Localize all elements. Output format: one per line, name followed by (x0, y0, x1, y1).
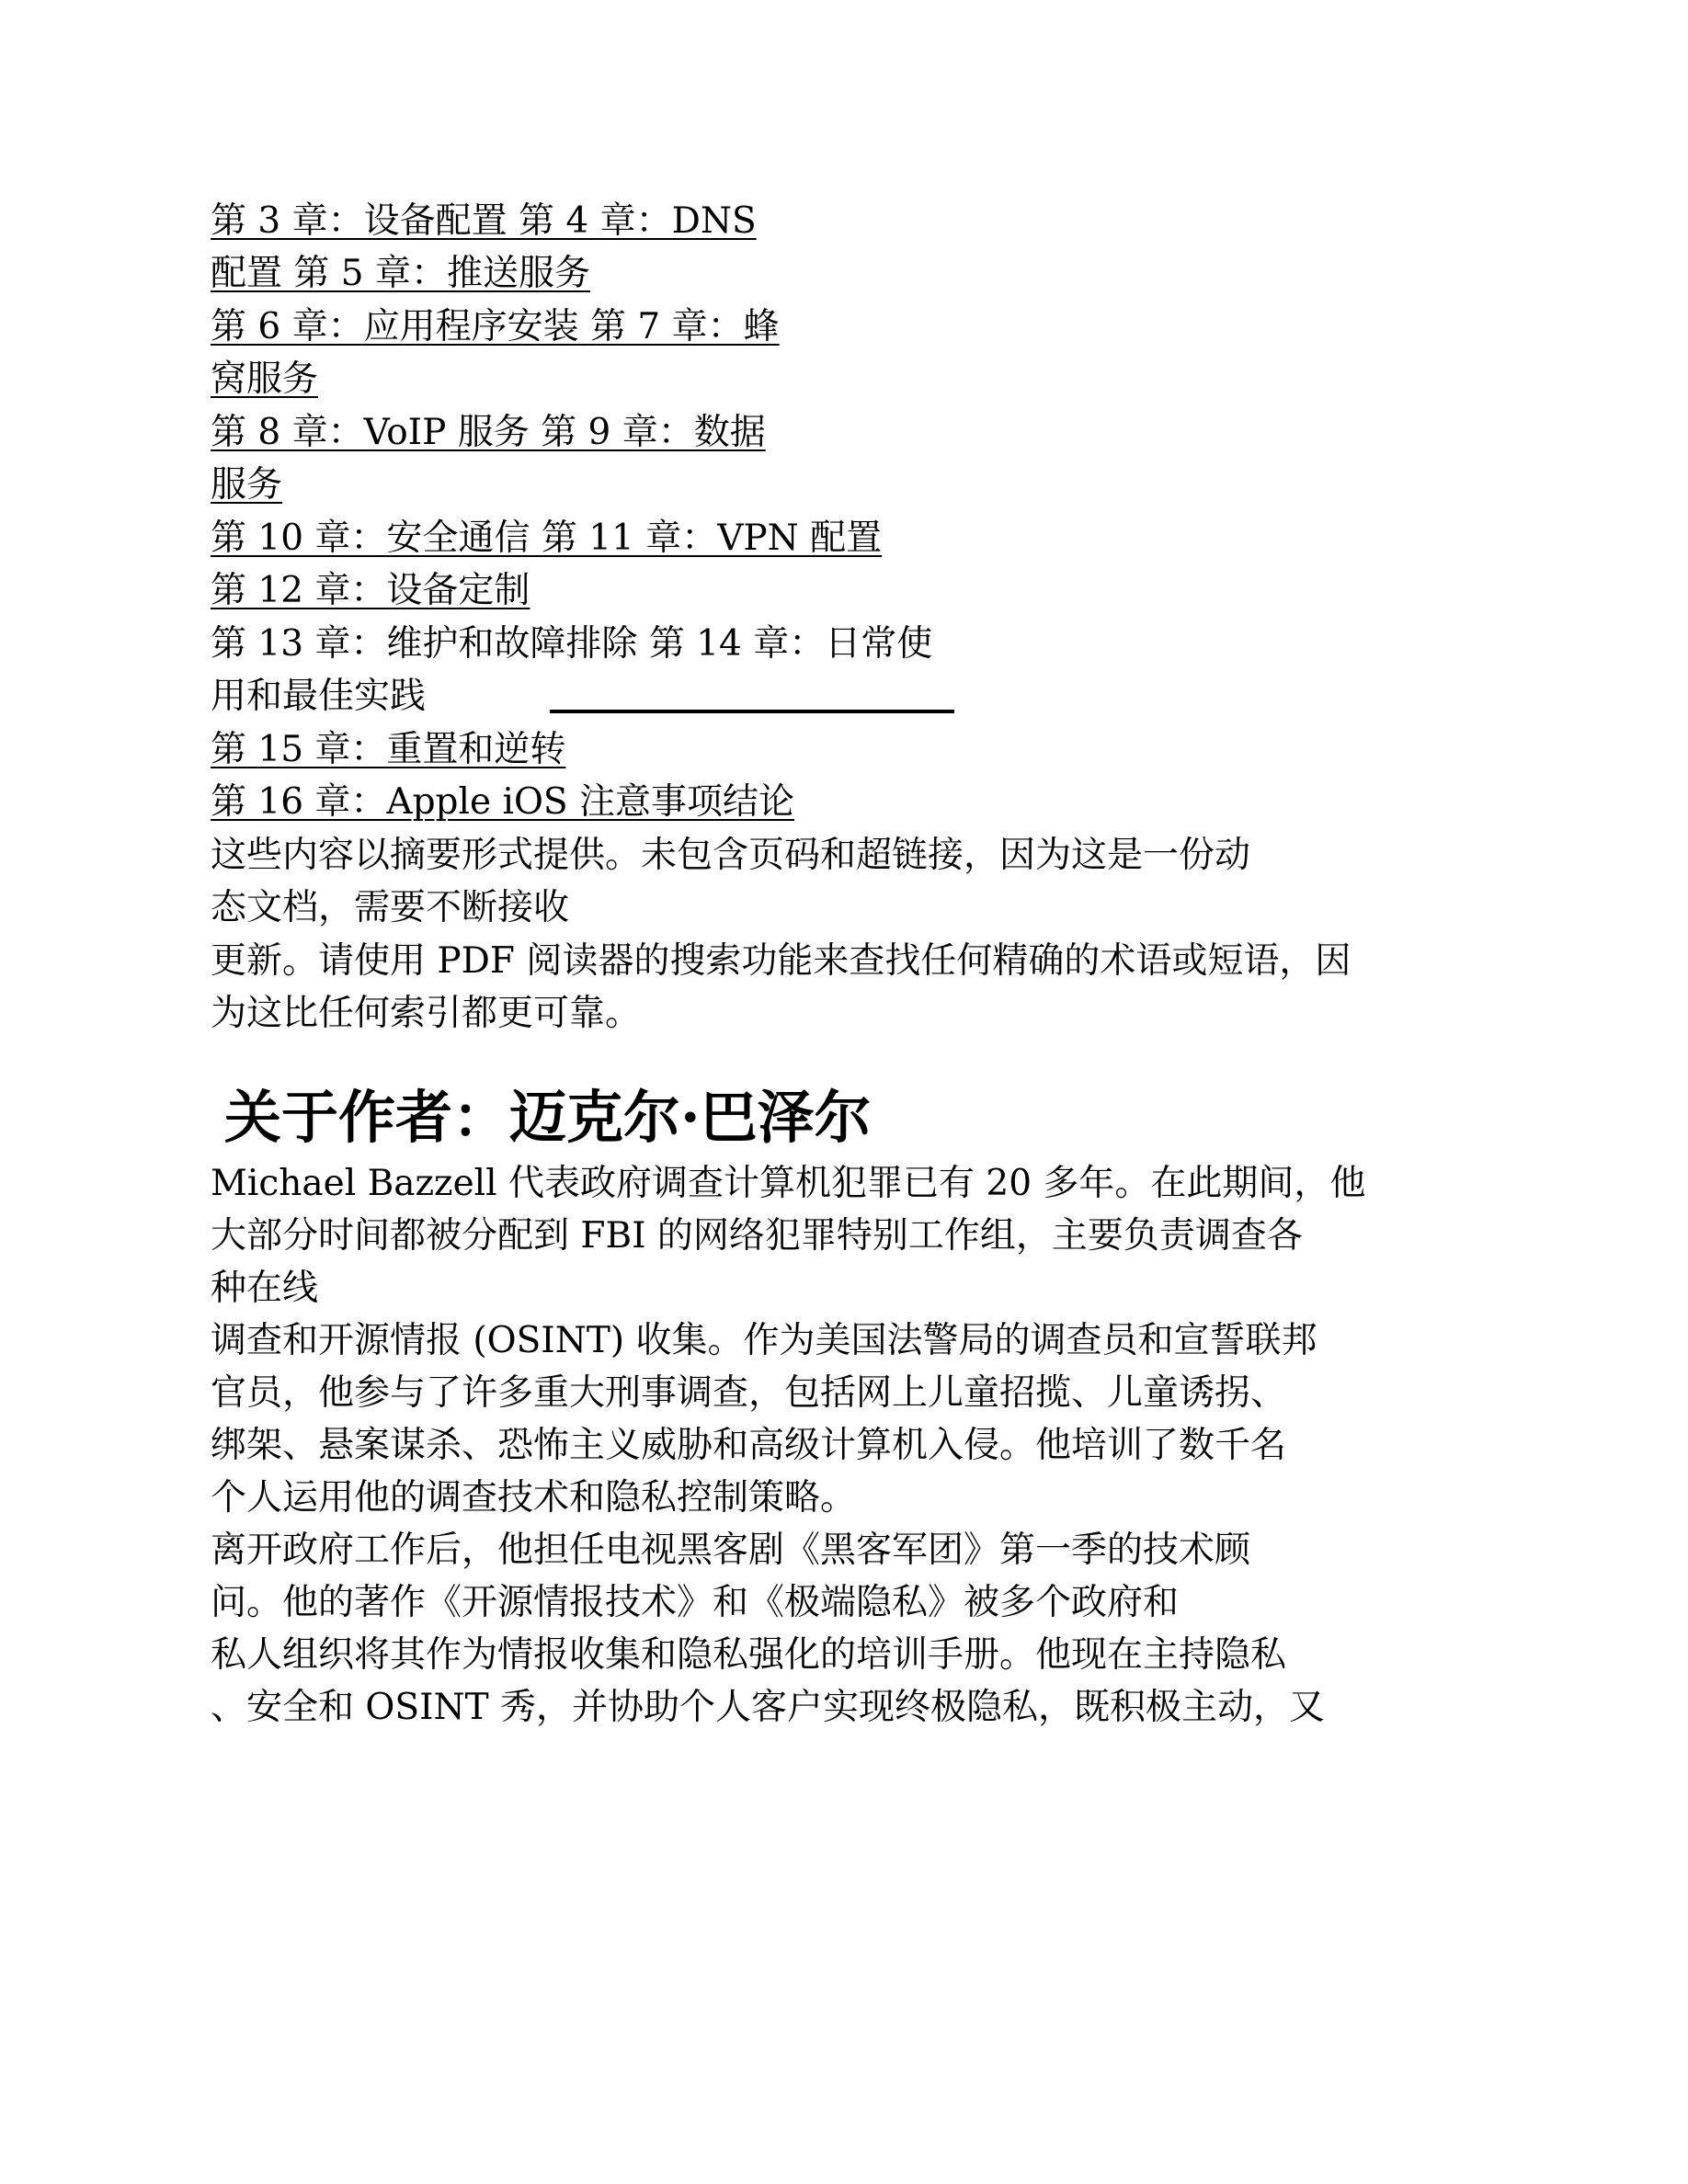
about-line-1: Michael Bazzell 代表政府调查计算机犯罪已有 20 多年。在此期间，他 (211, 1163, 1366, 1204)
intro-line-2: 态文档，需要不断接收 (211, 887, 570, 928)
toc-line-ch7-cont[interactable]: 窝服务 (211, 358, 319, 400)
about-line-7: 个人运用他的调查技术和隐私控制策略。 (211, 1477, 857, 1519)
about-line-6: 绑架、悬案谋杀、恐怖主义威胁和高级计算机入侵。他培训了数千名 (211, 1425, 1287, 1466)
about-line-8: 离开政府工作后，他担任电视黑客剧《黑客军团》第一季的技术顾 (211, 1530, 1251, 1571)
about-line-11: 、安全和 OSINT 秀，并协助个人客户实现终极隐私，既积极主动，又 (211, 1687, 1326, 1728)
toc-line-ch6-ch7[interactable]: 第 6 章：应用程序安装 第 7 章：蜂 (211, 306, 780, 347)
intro-line-3: 更新。请使用 PDF 阅读器的搜索功能来查找任何精确的术语或短语，因 (211, 940, 1352, 982)
about-line-9: 问。他的著作《开源情报技术》和《极端隐私》被多个政府和 (211, 1582, 1180, 1623)
toc-line-ch16[interactable]: 第 16 章：Apple iOS 注意事项结论 (211, 781, 795, 823)
about-line-4: 调查和开源情报 (OSINT) 收集。作为美国法警局的调查员和宣誓联邦 (211, 1320, 1317, 1361)
toc-line-ch15[interactable]: 第 15 章：重置和逆转 (211, 729, 566, 770)
toc-line-ch3-ch4[interactable]: 第 3 章：设备配置 第 4 章：DNS (211, 200, 757, 242)
toc-line-ch8-ch9[interactable]: 第 8 章：VoIP 服务 第 9 章：数据 (211, 412, 766, 453)
intro-line-4: 为这比任何索引都更可靠。 (211, 993, 642, 1034)
toc-line-ch10-ch11[interactable]: 第 10 章：安全通信 第 11 章：VPN 配置 (211, 518, 883, 559)
toc-line-ch12[interactable]: 第 12 章：设备定制 (211, 570, 530, 611)
horizontal-rule (550, 710, 954, 713)
toc-line-ch4-ch5[interactable]: 配置 第 5 章：推送服务 (211, 253, 591, 294)
about-line-3: 种在线 (211, 1268, 319, 1309)
about-line-5: 官员，他参与了许多重大刑事调查，包括网上儿童招揽、儿童诱拐、 (211, 1372, 1287, 1414)
about-line-10: 私人组织将其作为情报收集和隐私强化的培训手册。他现在主持隐私 (211, 1634, 1287, 1676)
intro-line-1: 这些内容以摘要形式提供。未包含页码和超链接，因为这是一份动 (211, 835, 1251, 876)
toc-line-ch13-ch14: 第 13 章：维护和故障排除 第 14 章：日常使 (211, 623, 933, 665)
toc-line-ch9-cont[interactable]: 服务 (211, 464, 283, 506)
about-author-heading: 关于作者：迈克尔·巴泽尔 (224, 1084, 872, 1151)
about-line-2: 大部分时间都被分配到 FBI 的网络犯罪特别工作组，主要负责调查各 (211, 1215, 1303, 1257)
toc-line-ch14-cont: 用和最佳实践 (211, 676, 427, 717)
